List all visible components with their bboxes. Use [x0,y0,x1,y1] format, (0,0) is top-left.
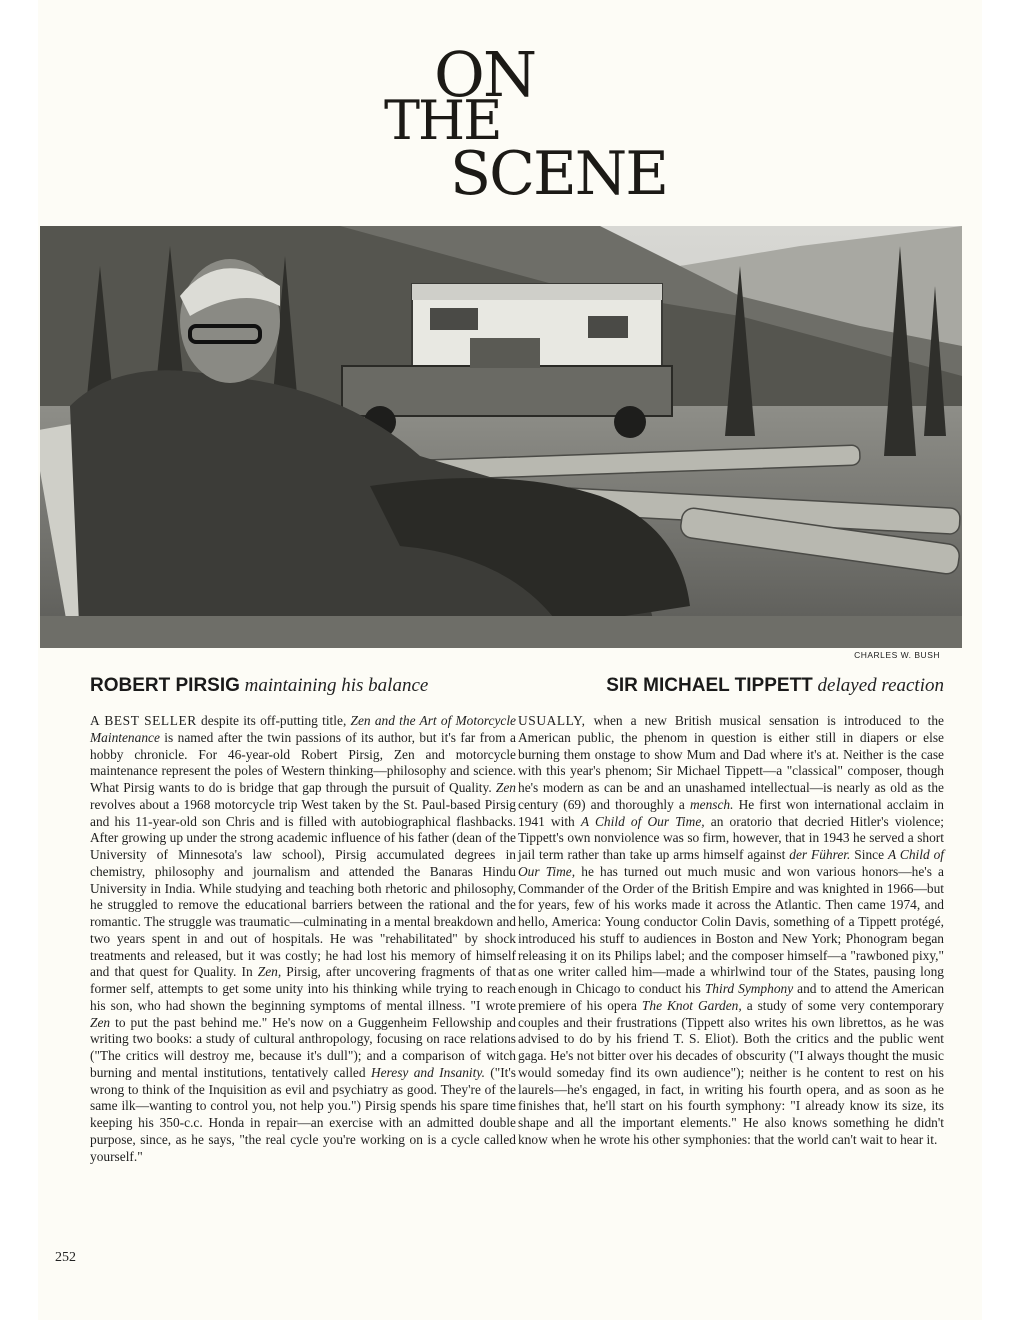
pirsig-headline [90,675,516,703]
pirsig-name: ROBERT PIRSIG [90,675,240,696]
page-number: 252 [55,1250,76,1265]
pirsig-photo [40,226,962,648]
photo-credit: CHARLES W. BUSH [854,650,940,660]
tippett-lead: USUALLY, [518,713,586,728]
pirsig-lead: A BEST SELLER [90,713,197,728]
tippett-name: SIR MICHAEL TIPPETT [606,675,813,696]
logo-line-the: THE [384,89,501,152]
logo-line-on: ON [434,38,536,111]
pirsig-subtitle: maintaining his balance [244,675,429,696]
tippett-headline [518,675,944,703]
on-the-scene-logo [382,38,668,209]
tippett-article [518,675,944,1149]
tippett-body: USUALLY, when a new British musical sensation is introduced to the American public, the phenom in question is either still in diapers or else burning them onstage to show Mum and Dad where it's at. Neither is the case with this year's phenom; Sir Michael Tippett—a "classical" composer, though he's modern as can be and an unashamed intellectual—is nearly as old as the century (69) and thoroughly a mensch. He first won international acclaim in 1941 with A Child of Our Time, an oratorio that decried Hitler's violence; Tippett's own nonviolence was so firm, however, that in 1943 he served a short jail term rather than take up arms himself against der Führer. Since A Child of Our Time, he has turned out much music and won various honors—he's a Commander of the Order of the British Empire and was knighted in 1966—but for years, few of his works made it across the Atlantic. Then came 1974, and hello, America: Young conductor Colin Davis, something of a Tippett protégé, introduced his stuff to audiences in Boston and New York; Phonogram began releasing it on its Philips label; and the composer himself—a "rawboned pixy," as one writer called him—made a whirlwind tour of the States, pausing long enough in Chicago to conduct his Third Symphony and to attend the American premiere of his opera The Knot Garden, a study of some very contemporary couples and their frustrations (Tippett also writes his own librettos, as he was advised to do by his friend T. S. Eliot). Both the critics and the public went gaga. He's not bitter over his decades of obscurity ("I always thought the music would someday find its own audience"); neither is he content to rest on his laurels—he's engaged, in fact, in writing his fourth opera, and as soon as he finishes that, he'll start on his fourth symphony: "I already know its size, its shape and all the important elements." He also knows something he didn't know when he wrote his other symphonies: that the world can't wait to hear it. [518,713,945,1147]
photo-illustration [40,226,962,648]
logo-line-scene: SCENE [450,139,668,209]
tippett-subtitle: delayed reaction [817,675,944,696]
pirsig-body: A BEST SELLER despite its off-putting title, Zen and the Art of Motorcycle Maintenance is named after the twin passions of its author, but it's far from a hobby chronicle. For 46-year-old Robert Pirsig, Zen and motorcycle maintenance represent the poles of Western thinking—philosophy and science. What Pirsig wants to do is bridge that gap through the pursuit of Quality. Zen revolves about a 1968 motorcycle trip West taken by the St. Paul-based Pirsig and his 11-year-old son Chris and is filled with autobiographical flashbacks. After growing up under the strong academic influence of his father (dean of the University of Minnesota's law school), Pirsig accumulated degrees in chemistry, philosophy and journalism and attended the Banaras Hindu University in India. While studying and teaching both rhetoric and philosophy, he struggled to remove the educational barriers between the rational and the romantic. The struggle was traumatic—culminating in a mental breakdown and two years spent in and out of hospitals. He was "rehabilitated" by shock treatments and released, but it was costly; he had lost his memory of himself and that quest for Quality. In Zen, Pirsig, after uncovering fragments of that former self, attempts to get some unity into his thinking while trying to reach his son, who had shown the beginning symptoms of mental illness. "I wrote Zen to put the past behind me." He's now on a Guggenheim Fellowship and writing two books: a study of cultural anthropology, focusing on race relations ("The critics will destroy me, because it's dull"); and a comparison of witch burning and mental institutions, tentatively called Heresy and Insanity. ("It's wrong to think of the Inquisition as evil and psychiatry as good. They're of the same ilk—wanting to control you, not help you.") Pirsig spends his spare time keeping his 350-c.c. Honda in repair—an exercise with an admitted double purpose, since, as he says, "the real cycle you're working on is a cycle called yourself." [90,713,517,1164]
pirsig-article [90,675,516,1165]
